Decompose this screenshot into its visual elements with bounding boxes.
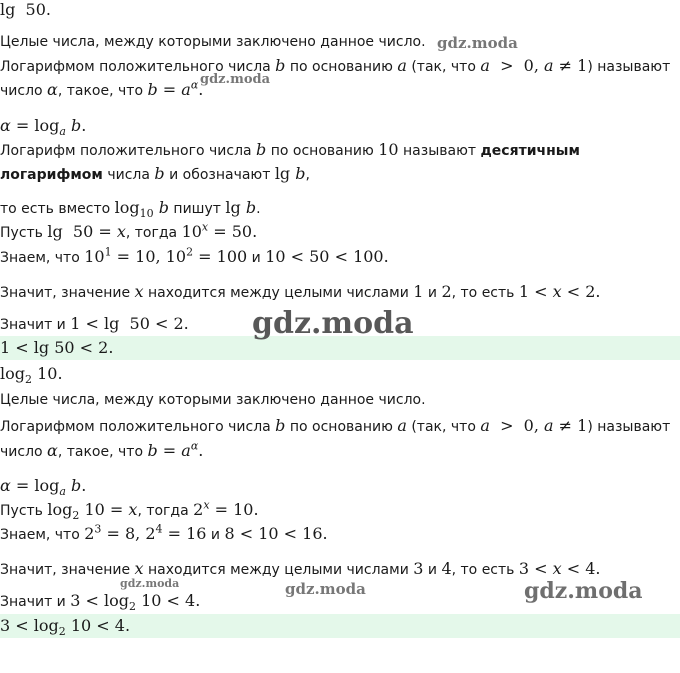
intro-2: Целые числа, между которыми заключено данное число. [0, 392, 426, 408]
then-line-2: Значит и $3 < \log_2 10 < 4$. [0, 591, 201, 614]
conclusion-line-2: Значит, значение x находится между целыми числами 3 и 4, то есть 3 < x < 4. [0, 559, 601, 578]
heading-2: $\log_2 10$. [0, 364, 63, 387]
conclusion-line-1: Значит, значение x находится между целыми числами 1 и 2, то есть 1 < x < 2. [0, 282, 601, 301]
watermark: gdz.moda [524, 578, 643, 604]
definition2-line-1: Логарифмом положительного числа b по основанию a (так, что a > 0, a ≠ 1) называют [0, 416, 671, 435]
watermark: gdz.moda [120, 577, 180, 590]
let-line-1: Пусть lg 50 = x, тогда $10^x = 50$. [0, 220, 258, 241]
instead-line: то есть вместо $\log_{10} b$ пишут lg b. [0, 198, 261, 221]
watermark: gdz.moda [285, 580, 366, 598]
definition-line-2: число α, такое, что $b = a^\alpha$. [0, 78, 204, 99]
then-line-1: Значит и 1 < lg 50 < 2. [0, 314, 189, 333]
decimal-def-line-2: логарифмом числа b и обозначают lg b, [0, 164, 310, 183]
watermark: gdz.moda [200, 72, 271, 87]
know-line-1: Знаем, что $10^1 = 10$, $10^2 = 100$ и 10 < 50 < 100. [0, 245, 389, 266]
formula-2: $\alpha = \log_a b$. [0, 476, 87, 499]
know-line-2: Знаем, что $2^3 = 8$, $2^4 = 16$ и 8 < 10 < 16. [0, 522, 328, 543]
heading-1: lg 50. [0, 0, 51, 19]
let-line-2: Пусть $\log_2 10 = x$, тогда $2^x = 10$. [0, 498, 259, 523]
definition2-line-2: число α, такое, что $b = a^\alpha$. [0, 439, 204, 460]
decimal-def-line-1: Логарифм положительного числа b по основанию 10 называют десятичным [0, 140, 580, 159]
watermark: gdz.moda [437, 34, 518, 52]
definition-line-1: Логарифмом положительного числа b по основанию a (так, что a > 0, a ≠ 1) называют [0, 56, 671, 75]
answer-1: 1 < lg 50 < 2. [0, 338, 114, 357]
answer-2: $3 < \log_2 10 < 4$. [0, 616, 131, 639]
watermark: gdz.moda [252, 306, 414, 341]
formula-1: $\alpha = \log_a b$. [0, 116, 87, 139]
intro-1: Целые числа, между которыми заключено данное число. [0, 34, 426, 50]
